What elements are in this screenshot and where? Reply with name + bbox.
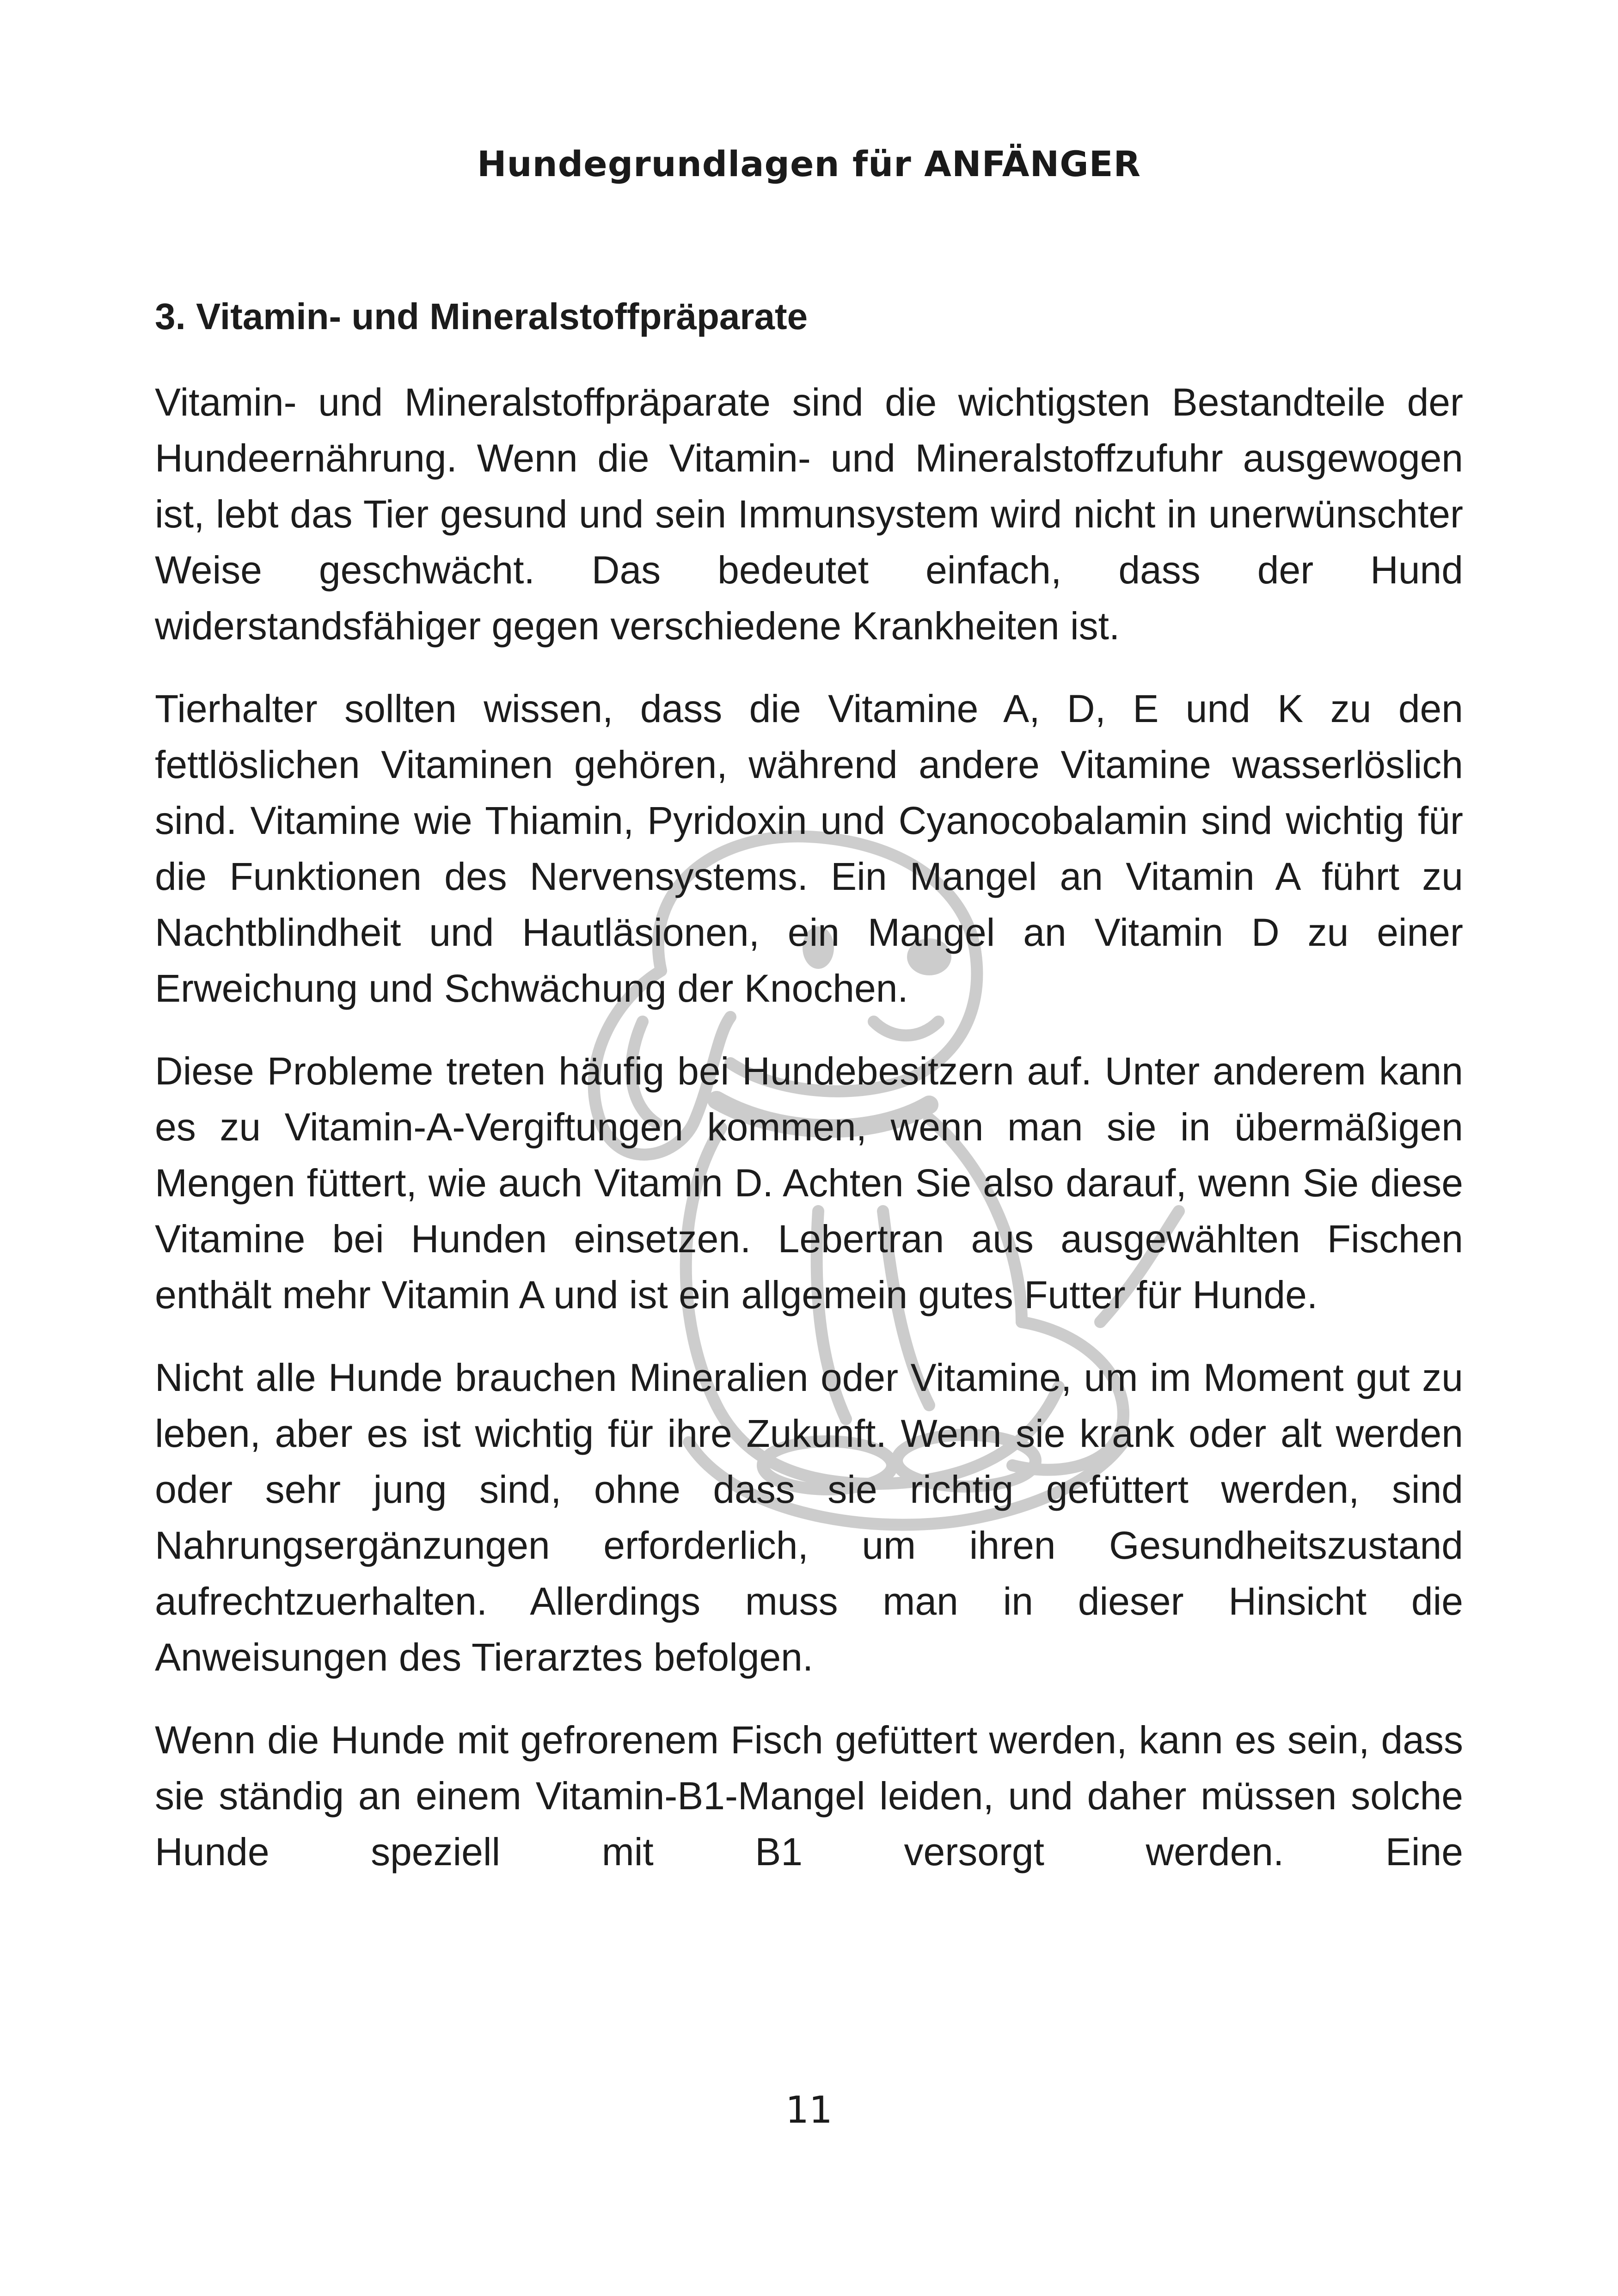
section-heading: 3. Vitamin- und Mineralstoffpräparate: [155, 296, 808, 337]
page-content: [155, 287, 1463, 1907]
page-number: 11: [785, 2088, 833, 2131]
paragraph-1: Vitamin- und Mineralstoffpräparate sind die wichtigsten Bestandteile der Hundeernährung. Wenn die Vitamin- und Mineralstoffzufuhr ausgewogen ist, lebt das Tier gesund und sein Immunsystem wird nicht in unerwünschter Weise geschwächt. Das bedeutet einfach, dass der Hund widerstandsfähiger gegen verschiedene Krankheiten ist.: [155, 380, 1463, 648]
paragraph-3: Diese Probleme treten häufig bei Hundebesitzern auf. Unter anderem kann es zu Vitamin-A-Vergiftungen kommen, wenn man sie in übermäßigen Mengen füttert, wie auch Vitamin D. Achten Sie also darauf, wenn Sie diese Vitamine bei Hunden einsetzen. Lebertran aus ausgewählten Fischen enthält mehr Vitamin A und ist ein allgemein gutes Futter für Hunde.: [155, 1049, 1463, 1316]
running-header: Hundegrundlagen für ANFÄNGER: [477, 143, 1141, 184]
paragraph-2: Tierhalter sollten wissen, dass die Vitamine A, D, E und K zu den fettlöslichen Vitaminen gehören, während andere Vitamine wasserlöslich sind. Vitamine wie Thiamin, Pyridoxin und Cyanocobalamin sind wichtig für die Funktionen des Nervensystems. Ein Mangel an Vitamin A führt zu Nachtblindheit und Hautläsionen, ein Mangel an Vitamin D zu einer Erweichung und Schwächung der Knochen.: [155, 687, 1463, 1010]
paragraph-5: Wenn die Hunde mit gefrorenem Fisch gefüttert werden, kann es sein, dass sie ständig an einem Vitamin-B1-Mangel leiden, und daher müssen solche Hunde speziell mit B1 versorgt werden. Eine: [155, 1718, 1463, 1874]
paragraph-4: Nicht alle Hunde brauchen Mineralien oder Vitamine, um im Moment gut zu leben, aber es ist wichtig für ihre Zukunft. Wenn sie krank oder alt werden oder sehr jung sind, ohne dass sie richtig gefüttert werden, sind Nahrungsergänzungen erforderlich, um ihren Gesundheitszustand aufrechtzuerhalten. Allerdings muss man in dieser Hinsicht die Anweisungen des Tierarztes befolgen.: [155, 1356, 1463, 1679]
